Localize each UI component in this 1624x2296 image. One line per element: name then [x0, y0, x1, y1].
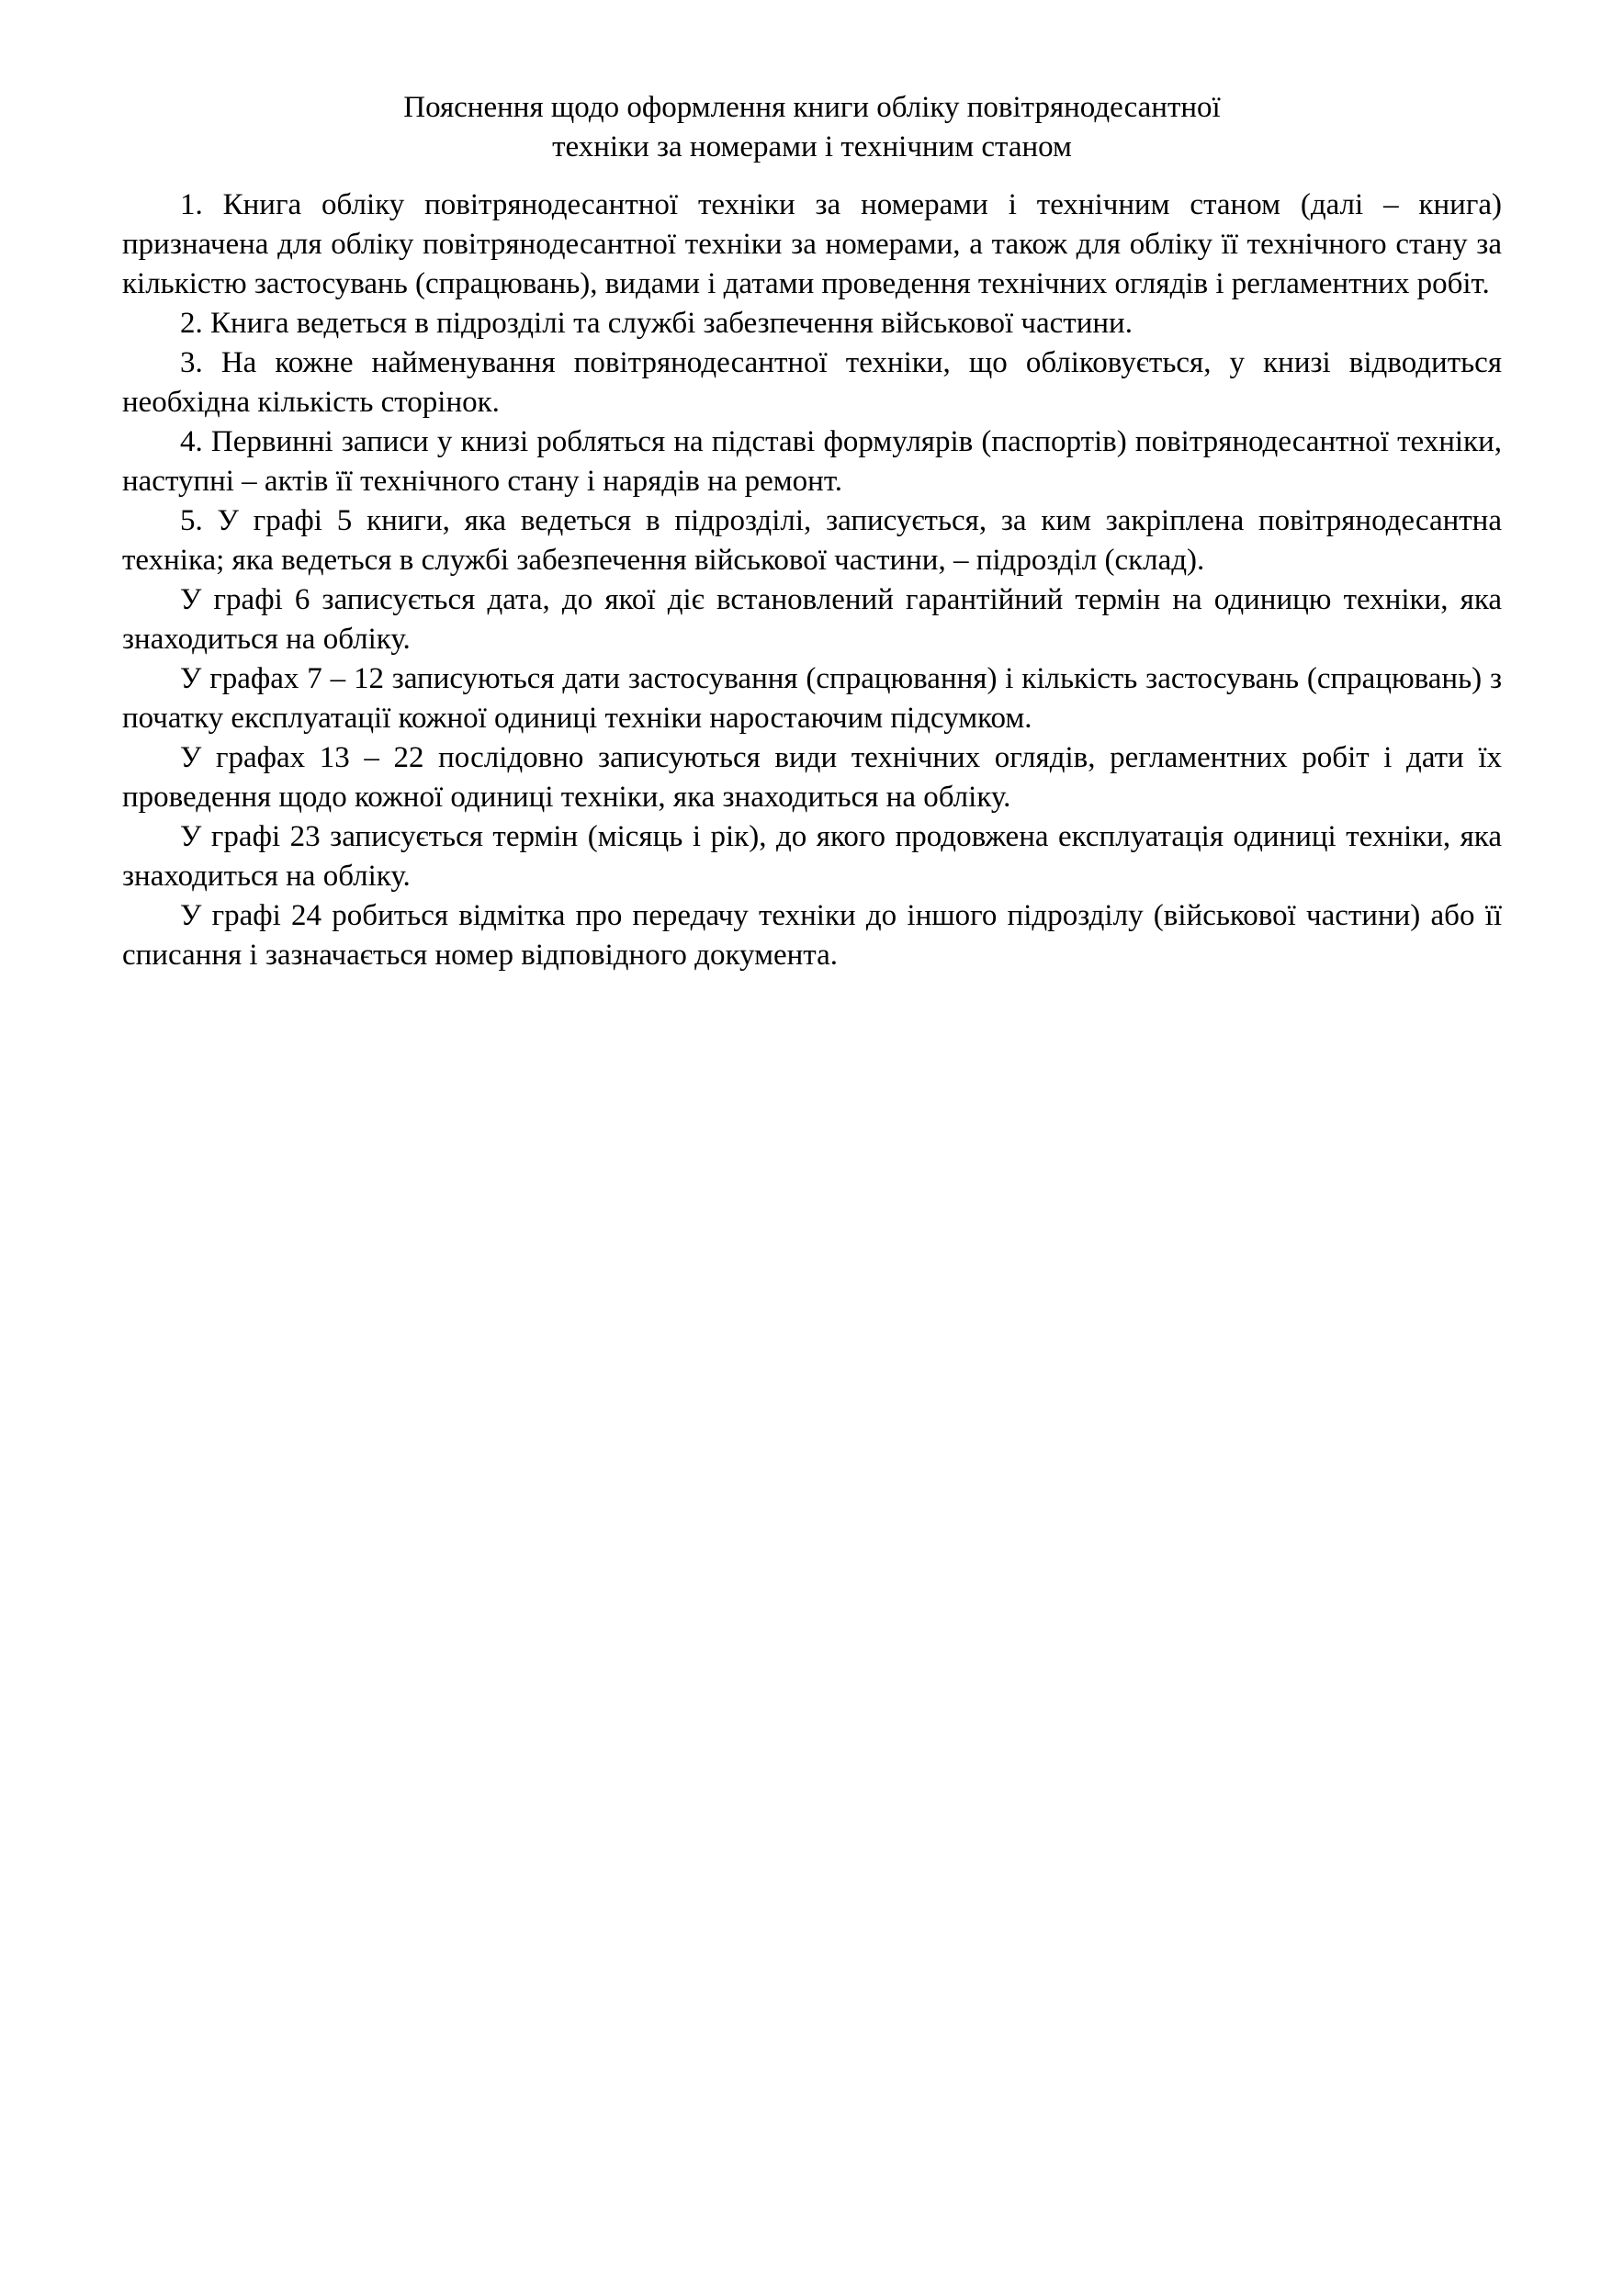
paragraph-2: 2. Книга ведеться в підрозділі та службі забезпечення військової частини. [180, 307, 1133, 340]
paragraph-8: У графах 13 – 22 послідовно записуються види технічних оглядів, регламентних робіт і дати їх проведення щодо кожної одиниці техніки, яка знаходиться на обліку. [122, 741, 1502, 814]
paragraph-9: У графі 23 записується термін (місяць і рік), до якого продовжена експлуатація одиниці техніки, яка знаходиться на обліку. [122, 820, 1502, 893]
document-title [122, 88, 1502, 167]
paragraph-7: У графах 7 – 12 записуються дати застосування (спрацювання) і кількість застосувань (спрацювань) з початку експлуатації кожної одиниці техніки наростаючим підсумком. [122, 662, 1502, 735]
paragraph-10: У графі 24 робиться відмітка про передачу техніки до іншого підрозділу (військової частини) або її списання і зазначається номер відповідного документа. [122, 899, 1502, 972]
document-title-line-2: техніки за номерами і технічним станом [552, 130, 1072, 163]
paragraph-1: 1. Книга обліку повітрянодесантної техніки за номерами і технічним станом (далі – книга) призначена для обліку повітрянодесантної техніки за номерами, а також для обліку її технічного стану за кількістю застосувань (спрацювань), видами і датами проведення технічних оглядів і регламентних робіт. [122, 188, 1502, 300]
paragraph-3: 3. На кожне найменування повітрянодесантної техніки, що обліковується, у книзі відводиться необхідна кількість сторінок. [122, 346, 1502, 419]
paragraph-5: 5. У графі 5 книги, яка ведеться в підрозділі, записується, за ким закріплена повітрянодесантна техніка; яка ведеться в службі забезпечення військової частини, – підрозділ (склад). [122, 504, 1502, 577]
document-title-line-1: Пояснення щодо оформлення книги обліку повітрянодесантної [403, 91, 1221, 124]
paragraph-4: 4. Первинні записи у книзі робляться на підставі формулярів (паспортів) повітрянодесантної техніки, наступні – актів її технічного стану і нарядів на ремонт. [122, 425, 1502, 498]
paragraph-6: У графі 6 записується дата, до якої діє встановлений гарантійний термін на одиницю техніки, яка знаходиться на обліку. [122, 583, 1502, 656]
